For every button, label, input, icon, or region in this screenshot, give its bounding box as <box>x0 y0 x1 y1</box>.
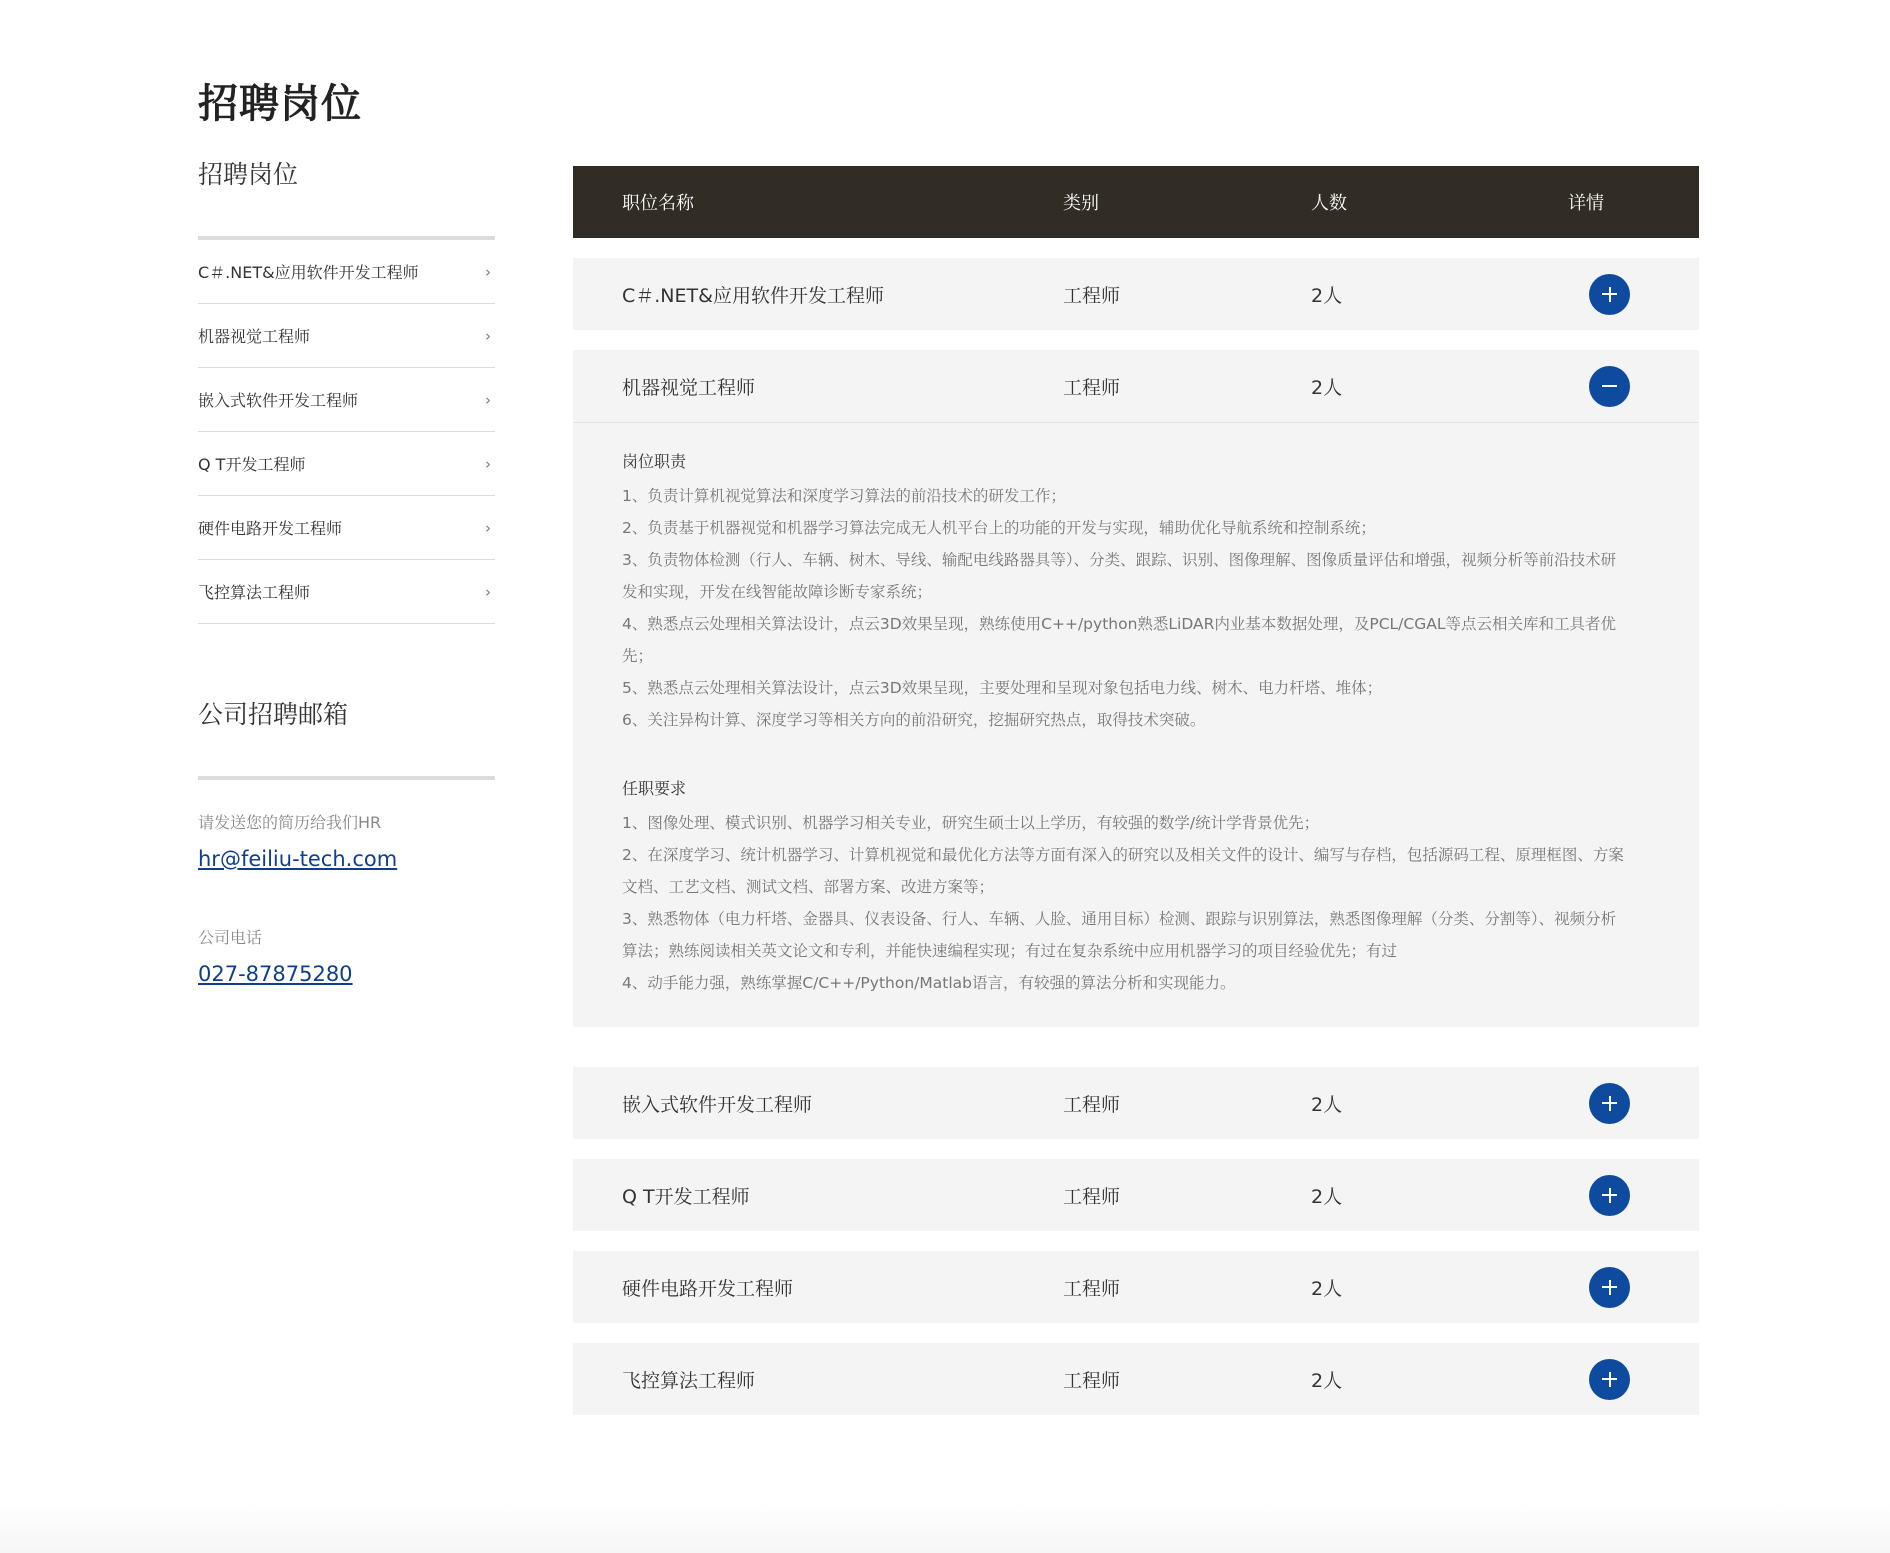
phone-label: 公司电话 <box>198 928 263 947</box>
chevron-right-icon: › <box>485 582 491 601</box>
job-category: 工程师 <box>1063 1185 1121 1208</box>
job-row-head[interactable] <box>573 1159 1699 1231</box>
sidebar-item-machine-vision-engineer[interactable] <box>198 304 495 368</box>
sidebar-item-csharp-engineer[interactable] <box>198 240 495 304</box>
chevron-right-icon: › <box>485 326 491 345</box>
job-name: 机器视觉工程师 <box>622 376 756 399</box>
header-job-name: 职位名称 <box>622 193 694 214</box>
plus-icon[interactable] <box>1589 1175 1630 1216</box>
job-name: C＃.NET&应用软件开发工程师 <box>622 284 884 307</box>
header-detail: 详情 <box>1568 193 1604 214</box>
sidebar-item-hardware-engineer[interactable] <box>198 496 495 560</box>
sidebar-item-label: 机器视觉工程师 <box>198 327 311 346</box>
job-category: 工程师 <box>1063 376 1121 399</box>
requirement-line: 1、图像处理、模式识别、机器学习相关专业，研究生硕士以上学历，有较强的数学/统计学背景优先； <box>622 814 1320 832</box>
sidebar-item-label: Q T开发工程师 <box>198 455 306 474</box>
duty-line: 6、关注异构计算、深度学习等相关方向的前沿研究，挖掘研究热点，取得技术突破。 <box>622 711 1206 729</box>
job-category: 工程师 <box>1063 284 1121 307</box>
job-row-qt <box>573 1159 1699 1231</box>
job-table <box>573 166 1699 1415</box>
duty-line: 1、负责计算机视觉算法和深度学习算法的前沿技术的研发工作； <box>622 487 1066 505</box>
job-row-machine-vision <box>573 350 1699 1027</box>
page-title: 招聘岗位 <box>198 81 362 127</box>
requirement-line: 2、在深度学习、统计机器学习、计算机视觉和最优化方法等方面有深入的研究以及相关文件的设计、编写与存档，包括源码工程、原理框图、方案文档、工艺文档、测试文档、部署方案、改进方案等； <box>622 846 1624 896</box>
resume-label: 请发送您的简历给我们HR <box>198 813 382 832</box>
chevron-right-icon: › <box>485 454 491 473</box>
hr-email-link[interactable]: hr@feiliu-tech.com <box>198 847 398 871</box>
job-count: 2人 <box>1311 1277 1343 1300</box>
plus-icon[interactable] <box>1589 1083 1630 1124</box>
footer-strip <box>0 1500 1890 1553</box>
job-count: 2人 <box>1311 376 1343 399</box>
job-table-header <box>573 166 1699 238</box>
plus-icon[interactable] <box>1589 274 1630 315</box>
sidebar-job-list <box>198 240 495 624</box>
sidebar-item-flight-control-engineer[interactable] <box>198 560 495 624</box>
job-count: 2人 <box>1311 1185 1343 1208</box>
phone-link[interactable]: 027-87875280 <box>198 962 353 986</box>
recruit-mail-heading: 公司招聘邮箱 <box>198 700 349 729</box>
job-name: 嵌入式软件开发工程师 <box>622 1093 813 1116</box>
job-name: Q T开发工程师 <box>622 1185 750 1208</box>
chevron-right-icon: › <box>485 262 491 281</box>
header-category: 类别 <box>1063 193 1099 214</box>
sidebar-item-embedded-engineer[interactable] <box>198 368 495 432</box>
job-row-csharp <box>573 258 1699 330</box>
job-row-embedded <box>573 1067 1699 1139</box>
duty-line: 2、负责基于机器视觉和机器学习算法完成无人机平台上的功能的开发与实现，辅助优化导航系统和控制系统； <box>622 519 1376 537</box>
requirement-line: 4、动手能力强，熟练掌握C/C++/Python/Matlab语言，有较强的算法分析和实现能力。 <box>622 974 1236 992</box>
job-category: 工程师 <box>1063 1369 1121 1392</box>
duty-line: 5、熟悉点云处理相关算法设计，点云3D效果呈现，主要处理和呈现对象包括电力线、树木、电力杆塔、堆体； <box>622 679 1383 697</box>
job-row-head[interactable] <box>573 1343 1699 1415</box>
job-row-head[interactable] <box>573 258 1699 330</box>
sidebar <box>198 160 495 986</box>
sidebar-item-qt-engineer[interactable] <box>198 432 495 496</box>
job-row-flight-control <box>573 1343 1699 1415</box>
job-category: 工程师 <box>1063 1277 1121 1300</box>
plus-icon[interactable] <box>1589 1359 1630 1400</box>
sidebar-item-label: 飞控算法工程师 <box>198 583 311 602</box>
job-count: 2人 <box>1311 284 1343 307</box>
job-count: 2人 <box>1311 1369 1343 1392</box>
requirements-title: 任职要求 <box>622 779 687 798</box>
job-name: 硬件电路开发工程师 <box>622 1277 794 1300</box>
job-row-head[interactable] <box>573 1251 1699 1323</box>
job-row-head[interactable] <box>573 350 1699 422</box>
job-row-hardware <box>573 1251 1699 1323</box>
job-name: 飞控算法工程师 <box>622 1369 756 1392</box>
requirement-line: 3、熟悉物体（电力杆塔、金器具、仪表设备、行人、车辆、人脸、通用目标）检测、跟踪与识别算法，熟悉图像理解（分类、分割等）、视频分析算法；熟练阅读相关英文论文和专利，并能快速编程实现；有过在复杂系统中应用机器学习的项目经验优先；有过 <box>622 910 1617 960</box>
minus-icon[interactable] <box>1589 366 1630 407</box>
sidebar-item-label: 嵌入式软件开发工程师 <box>198 391 359 410</box>
sidebar-heading: 招聘岗位 <box>198 160 299 189</box>
duty-line: 4、熟悉点云处理相关算法设计，点云3D效果呈现，熟练使用C++/python熟悉LiDAR内业基本数据处理，及PCL/CGAL等点云相关库和工具者优先； <box>622 615 1616 665</box>
sidebar-item-label: C＃.NET&应用软件开发工程师 <box>198 263 419 282</box>
duty-line: 3、负责物体检测（行人、车辆、树木、导线、输配电线路器具等）、分类、跟踪、识别、图像理解、图像质量评估和增强，视频分析等前沿技术研发和实现，开发在线智能故障诊断专家系统； <box>622 551 1617 601</box>
chevron-right-icon: › <box>485 518 491 537</box>
duties-title: 岗位职责 <box>622 452 687 471</box>
sidebar-item-label: 硬件电路开发工程师 <box>198 519 343 538</box>
plus-icon[interactable] <box>1589 1267 1630 1308</box>
job-detail-panel <box>573 422 1699 1027</box>
recruit-mail-divider <box>198 776 495 780</box>
job-count: 2人 <box>1311 1093 1343 1116</box>
job-row-head[interactable] <box>573 1067 1699 1139</box>
header-count: 人数 <box>1311 193 1347 214</box>
chevron-right-icon: › <box>485 390 491 409</box>
job-category: 工程师 <box>1063 1093 1121 1116</box>
